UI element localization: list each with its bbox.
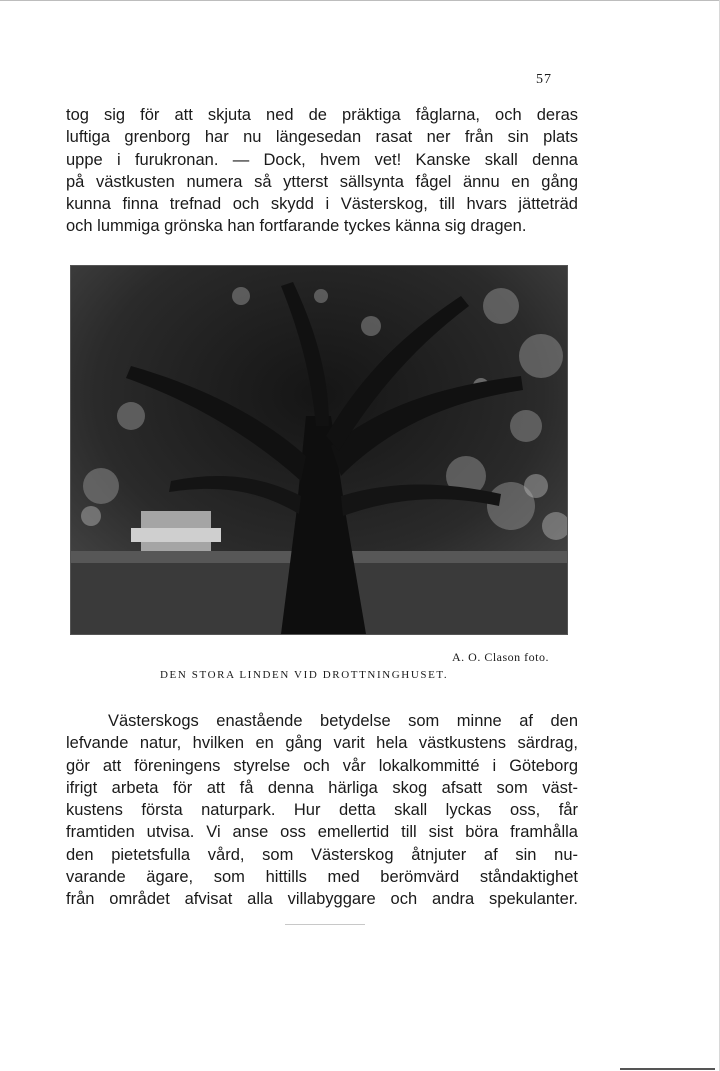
- text-line: och lummiga grönska han fortfarande tyckes känna sig dragen.: [66, 217, 527, 236]
- text-line: varande ägare, som hittills med berömvärd ståndaktighet: [66, 868, 578, 887]
- page-number: 57: [536, 72, 552, 87]
- text-line: lefvande natur, hvilken en gång varit hela västkustens särdrag,: [66, 734, 578, 753]
- figure-caption: DEN STORA LINDEN VID DROTTNINGHUSET.: [160, 669, 449, 681]
- text-line: gör att föreningens styrelse och vår lokalkommitté i Göteborg: [66, 756, 578, 775]
- text-line: från området afvisat alla villabyggare och andra spekulanter.: [66, 890, 578, 909]
- photo-credit: A. O. Clason foto.: [452, 650, 549, 664]
- top-border-line: [0, 0, 720, 1]
- text-line: ifrigt arbeta för att få denna härliga skog afsatt som väst-: [66, 778, 578, 797]
- text-line: kunna finna trefnad och skydd i Västerskog, till hvars jätteträd: [66, 195, 578, 214]
- text-line: Västerskogs enastående betydelse som minne af den: [108, 712, 578, 730]
- text-line: luftiga grenborg har nu längesedan rasat ner från sin plats: [66, 128, 578, 147]
- text-line: uppe i furukronan. — Dock, hvem vet! Kanske skall denna: [66, 150, 578, 169]
- paragraph-1: [66, 104, 578, 238]
- linden-tree-photo: [70, 265, 568, 635]
- text-line: framtiden utvisa. Vi anse oss emellertid till sist böra framhålla: [66, 823, 578, 842]
- text-line: kustens första naturpark. Hur detta skall lyckas oss, får: [66, 801, 578, 820]
- text-line: den pietetsfulla vård, som Västerskog åtnjuter af sin nu-: [66, 845, 578, 864]
- text-line: på västkusten numera så ytterst sällsynta fågel ännu en gång: [66, 172, 578, 191]
- tree-illustration: [71, 266, 567, 634]
- text-line: tog sig för att skjuta ned de präktiga fåglarna, och deras: [66, 106, 578, 124]
- section-divider: [285, 924, 365, 925]
- paragraph-2: [66, 710, 578, 911]
- corner-rule: [620, 1068, 715, 1070]
